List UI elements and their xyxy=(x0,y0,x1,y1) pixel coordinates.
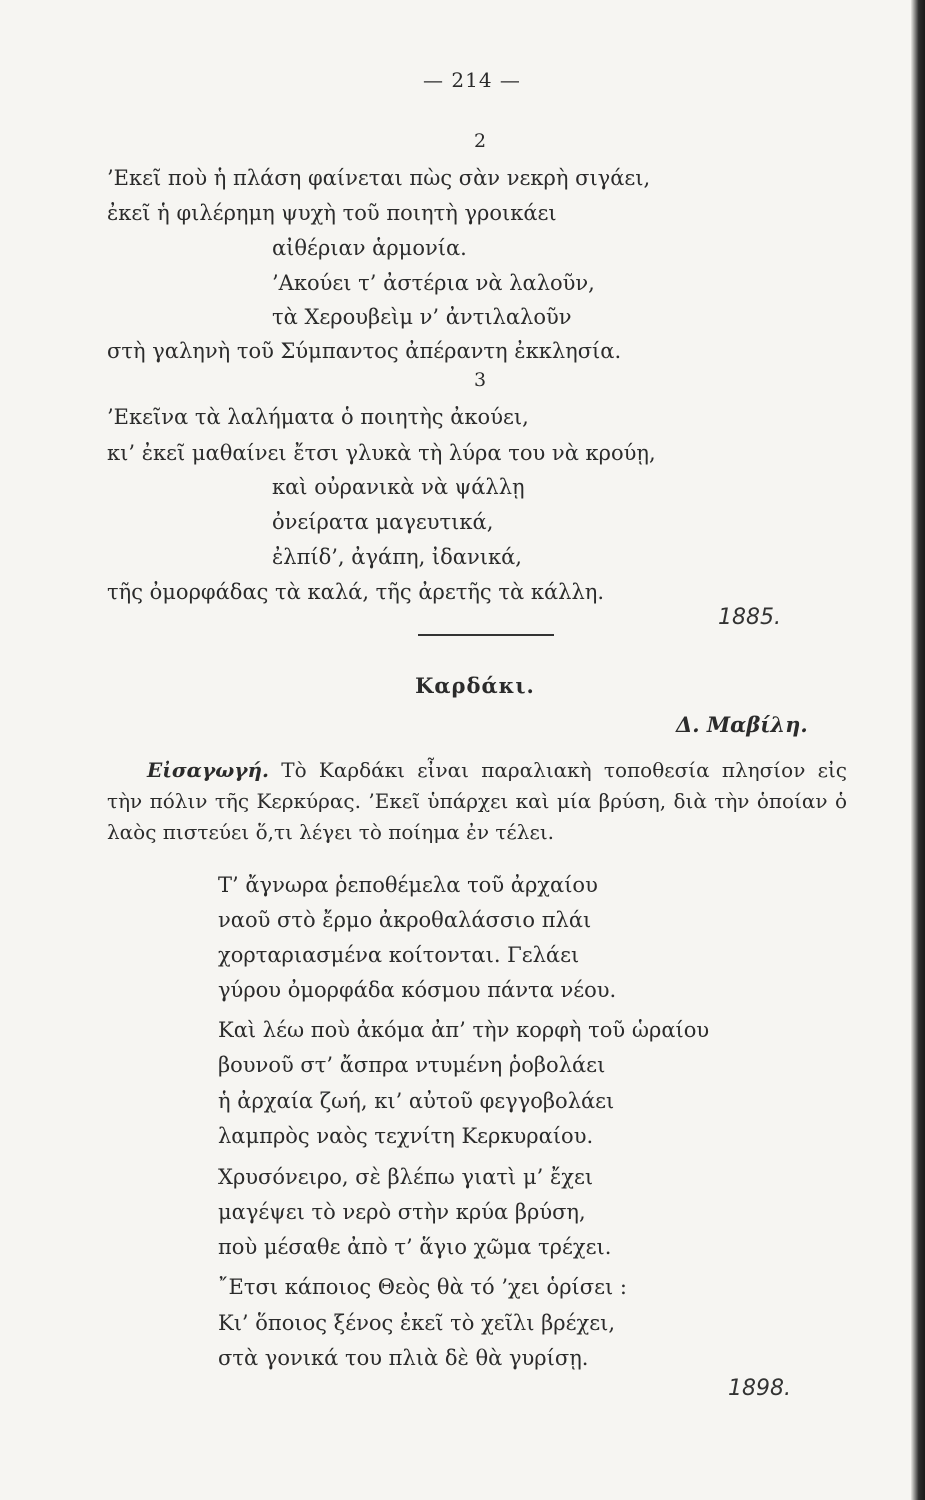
introduction-paragraph xyxy=(107,755,847,848)
verse-line: ’Εκεῖ ποὺ ἡ πλάση φαίνεται πὼς σὰν νεκρὴ σιγάει, xyxy=(107,166,651,190)
verse-line: ’Εκεῖνα τὰ λαλήματα ὁ ποιητὴς ἀκούει, xyxy=(107,405,529,429)
poem-author: Δ. Μαβίλη. xyxy=(676,712,808,737)
introduction-label: Εἰσαγωγή. xyxy=(147,758,270,782)
sonnet-line: Κι’ ὅποιος ξένος ἐκεῖ τὸ χεῖλι βρέχει, xyxy=(218,1311,616,1335)
verse-line: ἐλπίδ’, ἀγάπη, ἰδανικά, xyxy=(272,545,522,569)
section-divider xyxy=(418,634,554,636)
date-1885: 1885. xyxy=(718,605,781,630)
sonnet-line: στὰ γονικά του πλιὰ δὲ θὰ γυρίσῃ. xyxy=(218,1346,589,1370)
sonnet-line: ποὺ μέσαθε ἀπὸ τ’ ἅγιο χῶμα τρέχει. xyxy=(218,1235,612,1259)
verse-line: καὶ οὐρανικὰ νὰ ψάλλῃ xyxy=(272,475,525,499)
sonnet-line: Χρυσόνειρο, σὲ βλέπω γιατὶ μ’ ἔχει xyxy=(218,1165,594,1189)
section-number-3: 3 xyxy=(473,369,487,391)
date-1898: 1898. xyxy=(728,1376,791,1401)
sonnet-line: λαμπρὸς ναὸς τεχνίτη Κερκυραίου. xyxy=(218,1124,594,1148)
verse-line: αἰθέριαν ἁρμονία. xyxy=(272,236,467,260)
sonnet-line: γύρου ὀμορφάδα κόσμου πάντα νέου. xyxy=(218,978,617,1002)
verse-line: ἐκεῖ ἡ φιλέρημη ψυχὴ τοῦ ποιητὴ γροικάει xyxy=(107,201,557,225)
verse-line: ὀνείρατα μαγευτικά, xyxy=(272,510,494,534)
sonnet-line: ἡ ἀρχαία ζωή, κι’ αὐτοῦ φεγγοβολάει xyxy=(218,1089,615,1113)
verse-line: τῆς ὀμορφάδας τὰ καλά, τῆς ἀρετῆς τὰ κάλλη. xyxy=(107,580,605,604)
verse-line: κι’ ἐκεῖ μαθαίνει ἔτσι γλυκὰ τὴ λύρα του νὰ κρούῃ, xyxy=(107,441,656,465)
sonnet-line: ῎Ετσι κάποιος Θεὸς θὰ τό ’χει ὁρίσει : xyxy=(218,1275,627,1299)
verse-line: ’Ακούει τ’ ἀστέρια νὰ λαλοῦν, xyxy=(272,271,595,295)
page-edge-shadow xyxy=(911,0,925,1500)
section-number-2: 2 xyxy=(473,130,487,152)
sonnet-line: ναοῦ στὸ ἔρμο ἀκροθαλάσσιο πλάι xyxy=(218,908,592,932)
sonnet-line: βουνοῦ στ’ ἄσπρα ντυμένη ῥοβολάει xyxy=(218,1053,606,1077)
verse-line: τὰ Χερουβεὶμ ν’ ἀντιλαλοῦν xyxy=(272,305,572,329)
sonnet-line: Καὶ λέω ποὺ ἀκόμα ἀπ’ τὴν κορφὴ τοῦ ὡραίου xyxy=(218,1018,710,1042)
sonnet-line: χορταριασμένα κοίτονται. Γελάει xyxy=(218,943,580,967)
poem-title: Καρδάκι. xyxy=(415,673,535,698)
introduction-text: Τὸ Καρδάκι εἶναι παραλιακὴ τοποθεσία πλησίον εἰς τὴν πόλιν τῆς Κερκύρας. ’Εκεῖ ὑπάρχει καὶ μία βρύση, διὰ τὴν ὁποίαν ὁ λαὸς πιστεύει ὅ,τι λέγει τὸ ποίημα ἐν τέλει. xyxy=(107,758,848,844)
sonnet-line: μαγέψει τὸ νερὸ στὴν κρύα βρύση, xyxy=(218,1200,586,1224)
verse-line: στὴ γαληνὴ τοῦ Σύμπαντος ἀπέραντη ἐκκλησία. xyxy=(107,339,622,363)
page-number: — 214 — xyxy=(423,68,521,92)
sonnet-line: Τ’ ἄγνωρα ῥεποθέμελα τοῦ ἀρχαίου xyxy=(218,873,598,897)
